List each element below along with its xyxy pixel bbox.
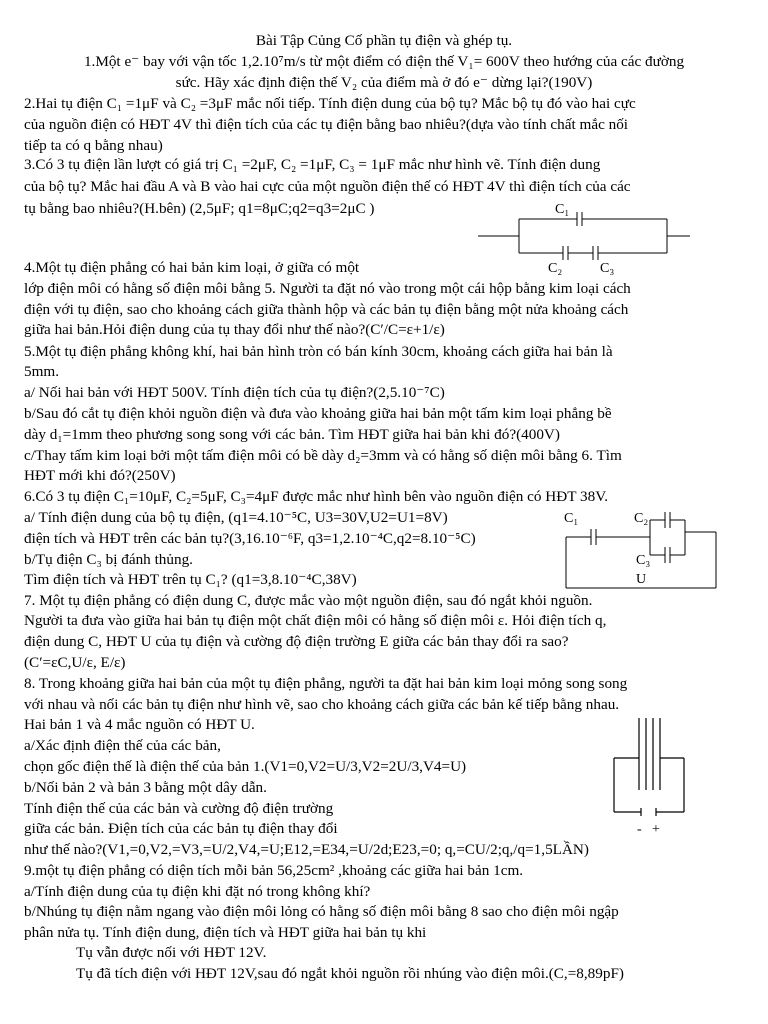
text-line: lớp điện môi có hằng số điện môi bằng 5. Người ta đặt nó vào trong một cái hộp bằng kim loại cách <box>24 280 631 297</box>
text-line: Hai bản 1 và 4 mắc nguồn có HĐT U. <box>24 716 255 733</box>
text-line: b/Tụ điện C₃ bị đánh thủng. <box>24 551 193 568</box>
label-u: U <box>636 572 647 587</box>
text-line: c/Thay tấm kim loại bởi một tấm điện môi có bề dày d₂=3mm và có hằng số diện môi bằng 6. Tìm <box>24 447 622 464</box>
text-line: tiếp ta có q bằng nhau) <box>24 137 163 154</box>
text-line: b/Sau đó cắt tụ điện khỏi nguồn điện và đưa vào khoảng giữa hai bản một tấm kim loại phẳng bề <box>24 405 612 422</box>
text-line: a/ Nối hai bản với HĐT 500V. Tính điện tích của tụ điện?(2,5.10⁻⁷C) <box>24 384 445 401</box>
text-line: 5.Một tụ điện phẳng không khí, hai bản hình tròn có bán kính 30cm, khoảng cách giữa hai bản là <box>24 343 613 360</box>
text-line: 6.Có 3 tụ điện C₁=10μF, C₂=5μF, C₃=4μF được mắc như hình bên vào nguồn điện có HĐT 38V. <box>24 488 609 505</box>
text-line: giữa hai bản.Hỏi điện dung của tụ thay đổi như thế nào?(C′/C=ε+1/ε) <box>24 321 445 338</box>
text-line: 8. Trong khoảng giữa hai bản của một tụ điện phẳng, người ta đặt hai bản kim loại mỏng song song <box>24 675 628 692</box>
plate-capacitor-diagram-8 <box>600 710 700 840</box>
text-line: điện tích và HĐT trên các bản tụ?(3,16.10⁻⁶F, q3=1,2.10⁻⁴C,q2=8.10⁻⁵C) <box>24 530 476 547</box>
text-line: (C′=εC,U/ε, E/ε) <box>24 654 126 671</box>
text-line: a/Xác định điện thế của các bản, <box>24 737 221 754</box>
page-title: Bài Tập Củng Cố phần tụ điện và ghép tụ. <box>255 32 513 49</box>
circuit-diagram-3 <box>470 196 700 276</box>
text-line: Tính điện thế của các bản và cường độ điện trường <box>24 800 334 817</box>
label-c3: C₃ <box>600 261 615 276</box>
text-line: của bộ tụ? Mắc hai đầu A và B vào hai cực của một nguồn điện thế có HĐT 4V thì điện tích của các <box>24 178 631 195</box>
text-line: điện dung C, HĐT U của tụ điện và cường độ điện trường E giữa các bản thay đổi ra sao? <box>24 633 569 650</box>
text-line: HĐT mới khi đó?(250V) <box>24 467 176 484</box>
text-line: a/Tính điện dung của tụ điện khi đặt nó trong không khí? <box>24 883 371 900</box>
text-line: điện với tụ điện, sao cho khoảng cách giữa thành hộp và các bản tụ điện bằng một nửa khoảng cách <box>24 301 629 318</box>
text-line: 5mm. <box>24 363 60 380</box>
text-line: 2.Hai tụ điện C₁ =1μF và C₂ =3μF mắc nối tiếp. Tính điện dung của bộ tụ? Mắc bộ tụ đó vào hai cực <box>24 95 636 112</box>
text-line: Tụ vẫn được nối với HĐT 12V. <box>76 944 267 961</box>
text-line: với nhau và nối các bản tụ điện như hình vẽ, sao cho khoảng cách giữa các bản kế tiếp bằng nhau. <box>24 696 620 713</box>
label-c2: C₂ <box>548 261 563 276</box>
text-line: 4.Một tụ điện phẳng có hai bản kim loại, ở giữa có một <box>24 259 360 276</box>
label-c2: C₂ <box>634 511 649 526</box>
text-line: tụ bằng bao nhiêu?(H.bên) (2,5μF; q1=8μC;q2=q3=2μC ) <box>24 200 375 217</box>
text-line: sức. Hãy xác định điện thế V₂ của điểm mà ở đó e⁻ dừng lại?(190V) <box>175 74 593 91</box>
circuit-diagram-6 <box>560 500 730 600</box>
text-line: Tụ đã tích điện với HĐT 12V,sau đó ngắt khỏi nguồn rồi nhúng vào điện môi.(C,=8,89pF) <box>76 965 624 982</box>
text-line: 9.một tụ điện phẳng có diện tích mỗi bản 56,25cm² ,khoảng các giữa hai bản 1cm. <box>24 862 524 879</box>
text-line: của nguồn điện có HĐT 4V thì điện tích của các tụ điện bằng bao nhiêu?(dựa vào tính chất mắc nối <box>24 116 629 133</box>
label-c1: C₁ <box>564 511 579 526</box>
text-line: phân nửa tụ. Tính điện dung, điện tích và HĐT giữa hai bản tụ khi <box>24 924 427 941</box>
text-line: giữa các bản. Điện tích của các bản tụ điện thay đổi <box>24 820 338 837</box>
text-line: 1.Một e⁻ bay với vận tốc 1,2.10⁷m/s từ một điểm có điện thế V₁= 600V theo hướng của các đường <box>83 53 685 70</box>
text-line: 3.Có 3 tụ điện lần lượt có giá trị C₁ =2μF, C₂ =1μF, C₃ = 1μF mắc như hình vẽ. Tính điện dung <box>24 156 601 173</box>
text-line: chọn gốc điện thế là điện thế của bản 1.(V1=0,V2=U/3,V2=2U/3,V4=U) <box>24 758 467 775</box>
text-line: a/ Tính điện dung của bộ tụ điện, (q1=4.10⁻⁵C, U3=30V,U2=U1=8V) <box>24 509 448 526</box>
text-line: b/Nhúng tụ điện nằm ngang vào điện môi lỏng có hằng số điện môi bằng 8 sao cho điện môi ngập <box>24 903 619 920</box>
label-c1: C₁ <box>555 202 570 217</box>
text-line: b/Nối bản 2 và bản 3 bằng một dây dẫn. <box>24 779 267 796</box>
text-line: Người ta đưa vào giữa hai bản tụ điện một chất điện môi có hằng số điện môi ε. Hỏi điện tích q, <box>24 612 607 629</box>
text-line: dày d₁=1mm theo phương song song với các bản. Tìm HĐT giữa hai bản khi đó?(400V) <box>24 426 560 443</box>
text-line: 7. Một tụ điện phẳng có điện dung C, được mắc vào một nguồn điện, sau đó ngắt khỏi nguồn. <box>24 592 593 609</box>
label-minus: - <box>637 822 642 837</box>
text-line: Tìm điện tích và HĐT trên tụ C₁? (q1=3,8.10⁻⁴C,38V) <box>24 571 357 588</box>
label-plus: + <box>652 822 660 837</box>
text-line: như thế nào?(V1,=0,V2,=V3,=U/2,V4,=U;E12,=E34,=U/2d;E23,=0; q,=CU/2;q,/q=1,5LẦN) <box>24 841 589 858</box>
label-c3: C₃ <box>636 553 651 568</box>
